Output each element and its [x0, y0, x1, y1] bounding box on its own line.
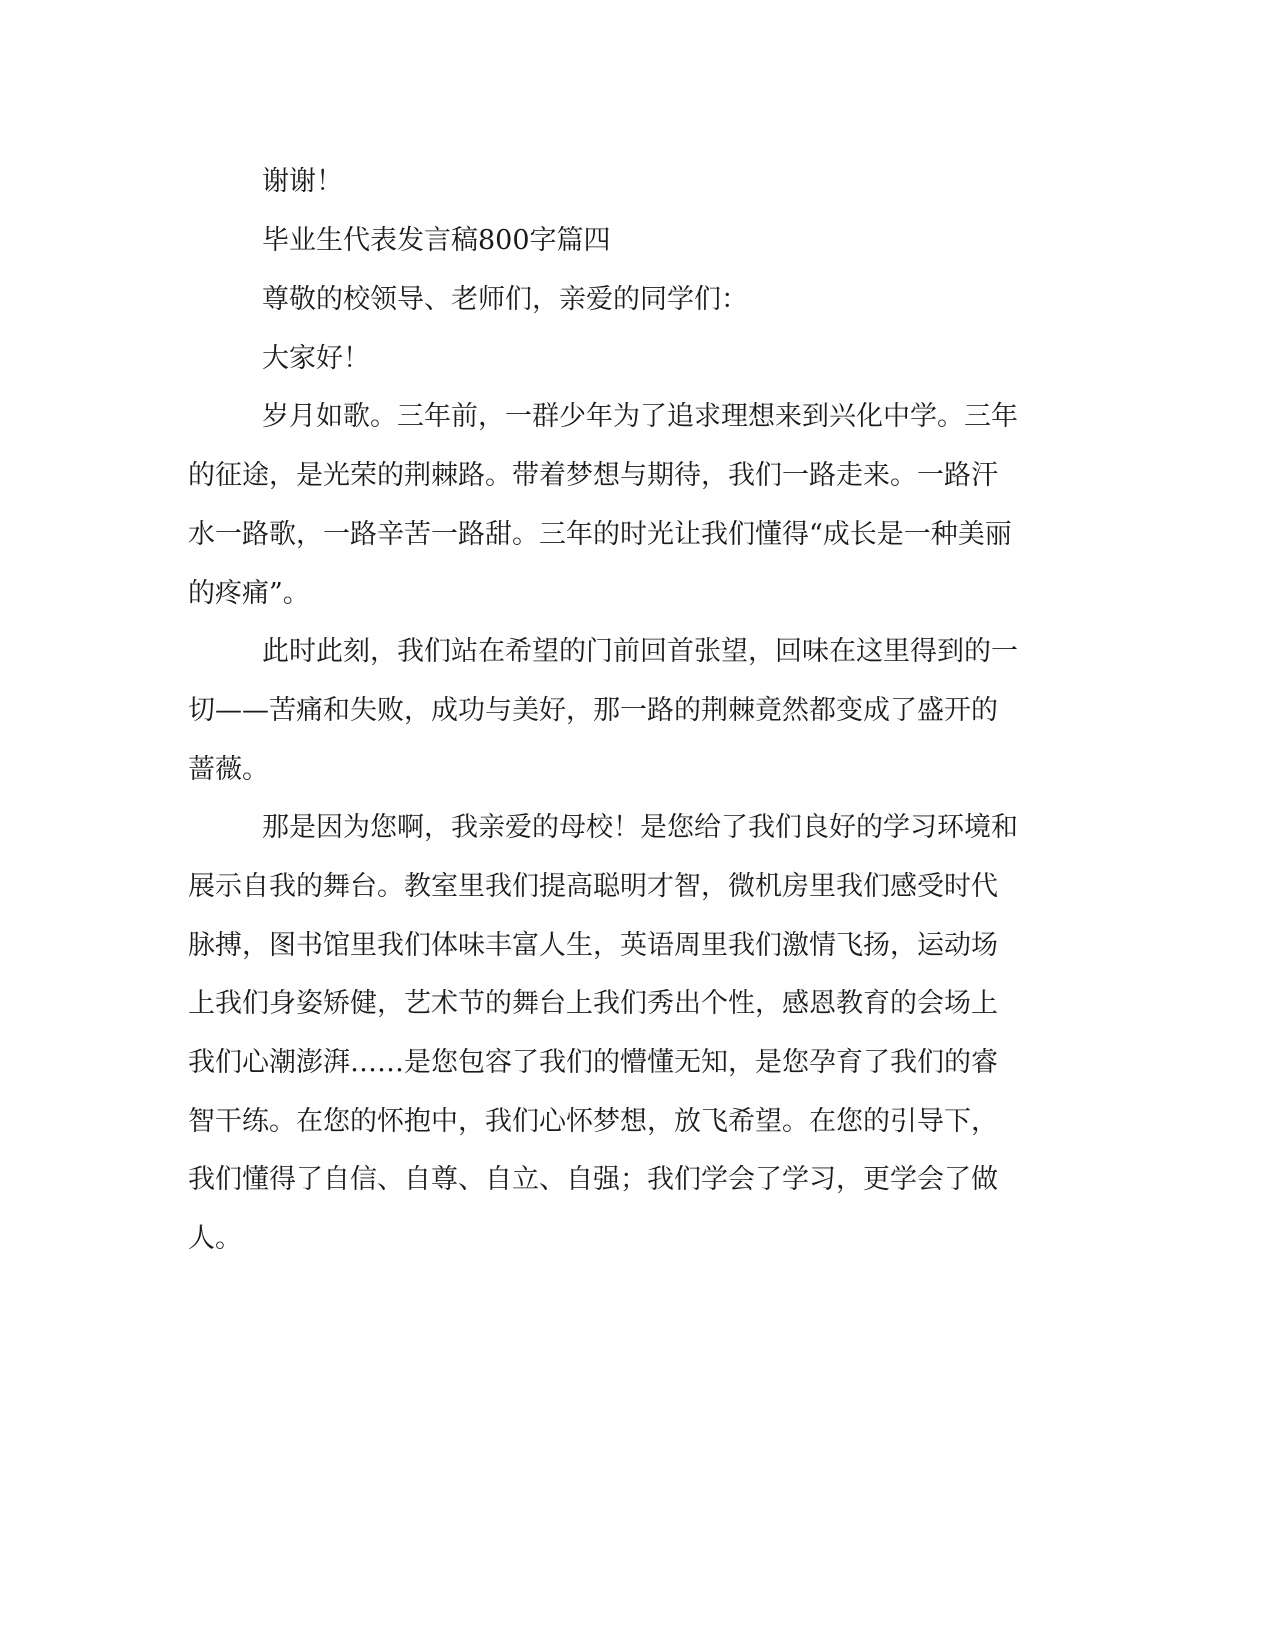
closing-thanks: 谢谢！ — [262, 166, 343, 197]
paragraph-2-line-1: 此时此刻，我们站在希望的门前回首张望，回味在这里得到的一 — [262, 636, 1018, 667]
paragraph-3-line-2: 展示自我的舞台。教室里我们提高聪明才智，微机房里我们感受时代 — [188, 871, 998, 902]
paragraph-1-line-2: 的征途，是光荣的荆棘路。带着梦想与期待，我们一路走来。一路汗 — [188, 460, 998, 491]
paragraph-1-line-1: 岁月如歌。三年前，一群少年为了追求理想来到兴化中学。三年 — [262, 401, 1018, 432]
paragraph-3-line-6: 智干练。在您的怀抱中，我们心怀梦想，放飞希望。在您的引导下， — [188, 1106, 998, 1137]
paragraph-3-line-5: 我们心潮澎湃……是您包容了我们的懵懂无知，是您孕育了我们的睿 — [188, 1047, 998, 1078]
paragraph-3-line-7: 我们懂得了自信、自尊、自立、自强；我们学会了学习，更学会了做 — [188, 1164, 998, 1195]
paragraph-3-line-8: 人。 — [188, 1223, 242, 1254]
paragraph-1-line-4: 的疼痛”。 — [188, 578, 310, 609]
paragraph-2-line-2: 切——苦痛和失败，成功与美好，那一路的荆棘竟然都变成了盛开的 — [188, 695, 998, 726]
greeting: 大家好！ — [262, 343, 370, 374]
paragraph-1-line-3: 水一路歌，一路辛苦一路甜。三年的时光让我们懂得“成长是一种美丽 — [188, 519, 1012, 550]
paragraph-2-line-3: 蔷薇。 — [188, 754, 269, 785]
paragraph-3-line-3: 脉搏，图书馆里我们体味丰富人生，英语周里我们激情飞扬，运动场 — [188, 930, 998, 961]
section-heading: 毕业生代表发言稿800字篇四 — [262, 225, 611, 256]
paragraph-3-line-1: 那是因为您啊，我亲爱的母校！是您给了我们良好的学习环境和 — [262, 812, 1018, 843]
salutation: 尊敬的校领导、老师们，亲爱的同学们： — [262, 284, 748, 315]
paragraph-3-line-4: 上我们身姿矫健，艺术节的舞台上我们秀出个性，感恩教育的会场上 — [188, 988, 998, 1019]
